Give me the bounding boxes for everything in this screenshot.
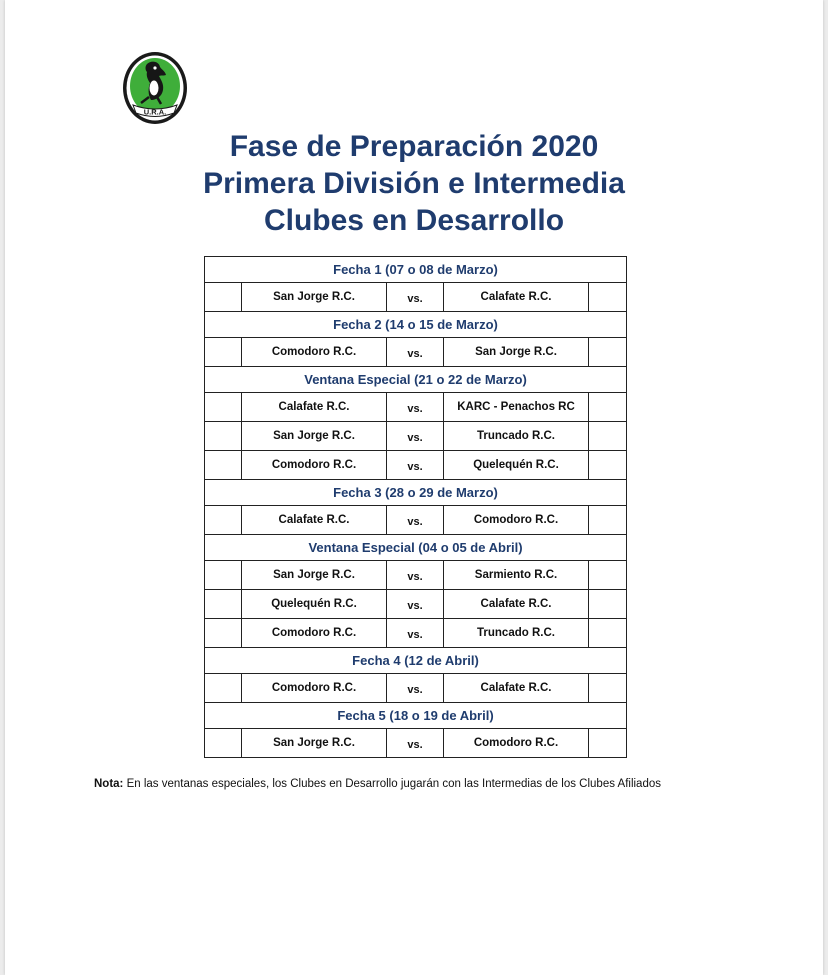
round-header-row [205,703,627,729]
match-row [205,674,627,703]
away-score-cell [589,451,627,480]
home-team: San Jorge R.C. [242,729,387,758]
away-score-cell [589,338,627,367]
fixture-table-body [205,257,627,758]
match-row [205,422,627,451]
round-header-row [205,648,627,674]
versus-label: vs. [387,590,444,619]
home-score-cell [205,283,242,312]
away-team: Comodoro R.C. [444,729,589,758]
document-page [5,0,823,975]
versus-label: vs. [387,561,444,590]
match-row [205,729,627,758]
home-team: San Jorge R.C. [242,422,387,451]
away-score-cell [589,561,627,590]
home-score-cell [205,393,242,422]
versus-label: vs. [387,338,444,367]
footnote-label: Nota: [94,778,124,790]
round-header-row [205,367,627,393]
penguin-belly [150,81,159,96]
home-score-cell [205,506,242,535]
match-row [205,590,627,619]
versus-label: vs. [387,729,444,758]
home-team: Comodoro R.C. [242,674,387,703]
versus-label: vs. [387,674,444,703]
away-score-cell [589,619,627,648]
home-team: Comodoro R.C. [242,338,387,367]
away-team: Truncado R.C. [444,619,589,648]
round-header-row [205,257,627,283]
logo-text: U.R.A. [143,107,167,117]
home-team: San Jorge R.C. [242,561,387,590]
round-header: Fecha 1 (07 o 08 de Marzo) [205,257,627,283]
round-header-row [205,480,627,506]
away-team: San Jorge R.C. [444,338,589,367]
versus-label: vs. [387,506,444,535]
title-line-3: Clubes en Desarrollo [263,204,565,237]
match-row [205,393,627,422]
home-score-cell [205,422,242,451]
home-score-cell [205,729,242,758]
versus-label: vs. [387,283,444,312]
title-line-1: Fase de Preparación 2020 [229,130,599,163]
round-header: Fecha 3 (28 o 29 de Marzo) [205,480,627,506]
match-row [205,619,627,648]
home-score-cell [205,451,242,480]
match-row [205,338,627,367]
away-score-cell [589,283,627,312]
home-team: Quelequén R.C. [242,590,387,619]
document-title [5,128,823,239]
away-team: KARC - Penachos RC [444,393,589,422]
home-score-cell [205,590,242,619]
away-team: Truncado R.C. [444,422,589,451]
penguin-eye [153,66,156,69]
match-row [205,283,627,312]
footnote-text: En las ventanas especiales, los Clubes en Desarrollo jugarán con las Intermedias de los Clubes Afiliados [123,778,661,790]
away-score-cell [589,590,627,619]
home-team: Comodoro R.C. [242,451,387,480]
home-team: Calafate R.C. [242,393,387,422]
away-team: Sarmiento R.C. [444,561,589,590]
away-score-cell [589,729,627,758]
round-header: Ventana Especial (04 o 05 de Abril) [205,535,627,561]
union-logo [121,50,189,128]
home-team: Calafate R.C. [242,506,387,535]
round-header: Fecha 2 (14 o 15 de Marzo) [205,312,627,338]
away-score-cell [589,422,627,451]
away-score-cell [589,674,627,703]
home-score-cell [205,338,242,367]
round-header: Ventana Especial (21 o 22 de Marzo) [205,367,627,393]
round-header-row [205,535,627,561]
away-team: Calafate R.C. [444,674,589,703]
home-score-cell [205,674,242,703]
versus-label: vs. [387,451,444,480]
versus-label: vs. [387,422,444,451]
footnote [94,778,661,790]
match-row [205,506,627,535]
match-row [205,561,627,590]
fixture-table [204,256,627,758]
away-team: Calafate R.C. [444,283,589,312]
home-score-cell [205,619,242,648]
round-header-row [205,312,627,338]
match-row [205,451,627,480]
away-score-cell [589,506,627,535]
round-header: Fecha 4 (12 de Abril) [205,648,627,674]
away-team: Quelequén R.C. [444,451,589,480]
round-header: Fecha 5 (18 o 19 de Abril) [205,703,627,729]
versus-label: vs. [387,619,444,648]
home-score-cell [205,561,242,590]
away-team: Comodoro R.C. [444,506,589,535]
home-team: Comodoro R.C. [242,619,387,648]
away-team: Calafate R.C. [444,590,589,619]
title-line-2: Primera División e Intermedia [203,167,625,200]
versus-label: vs. [387,393,444,422]
away-score-cell [589,393,627,422]
home-team: San Jorge R.C. [242,283,387,312]
